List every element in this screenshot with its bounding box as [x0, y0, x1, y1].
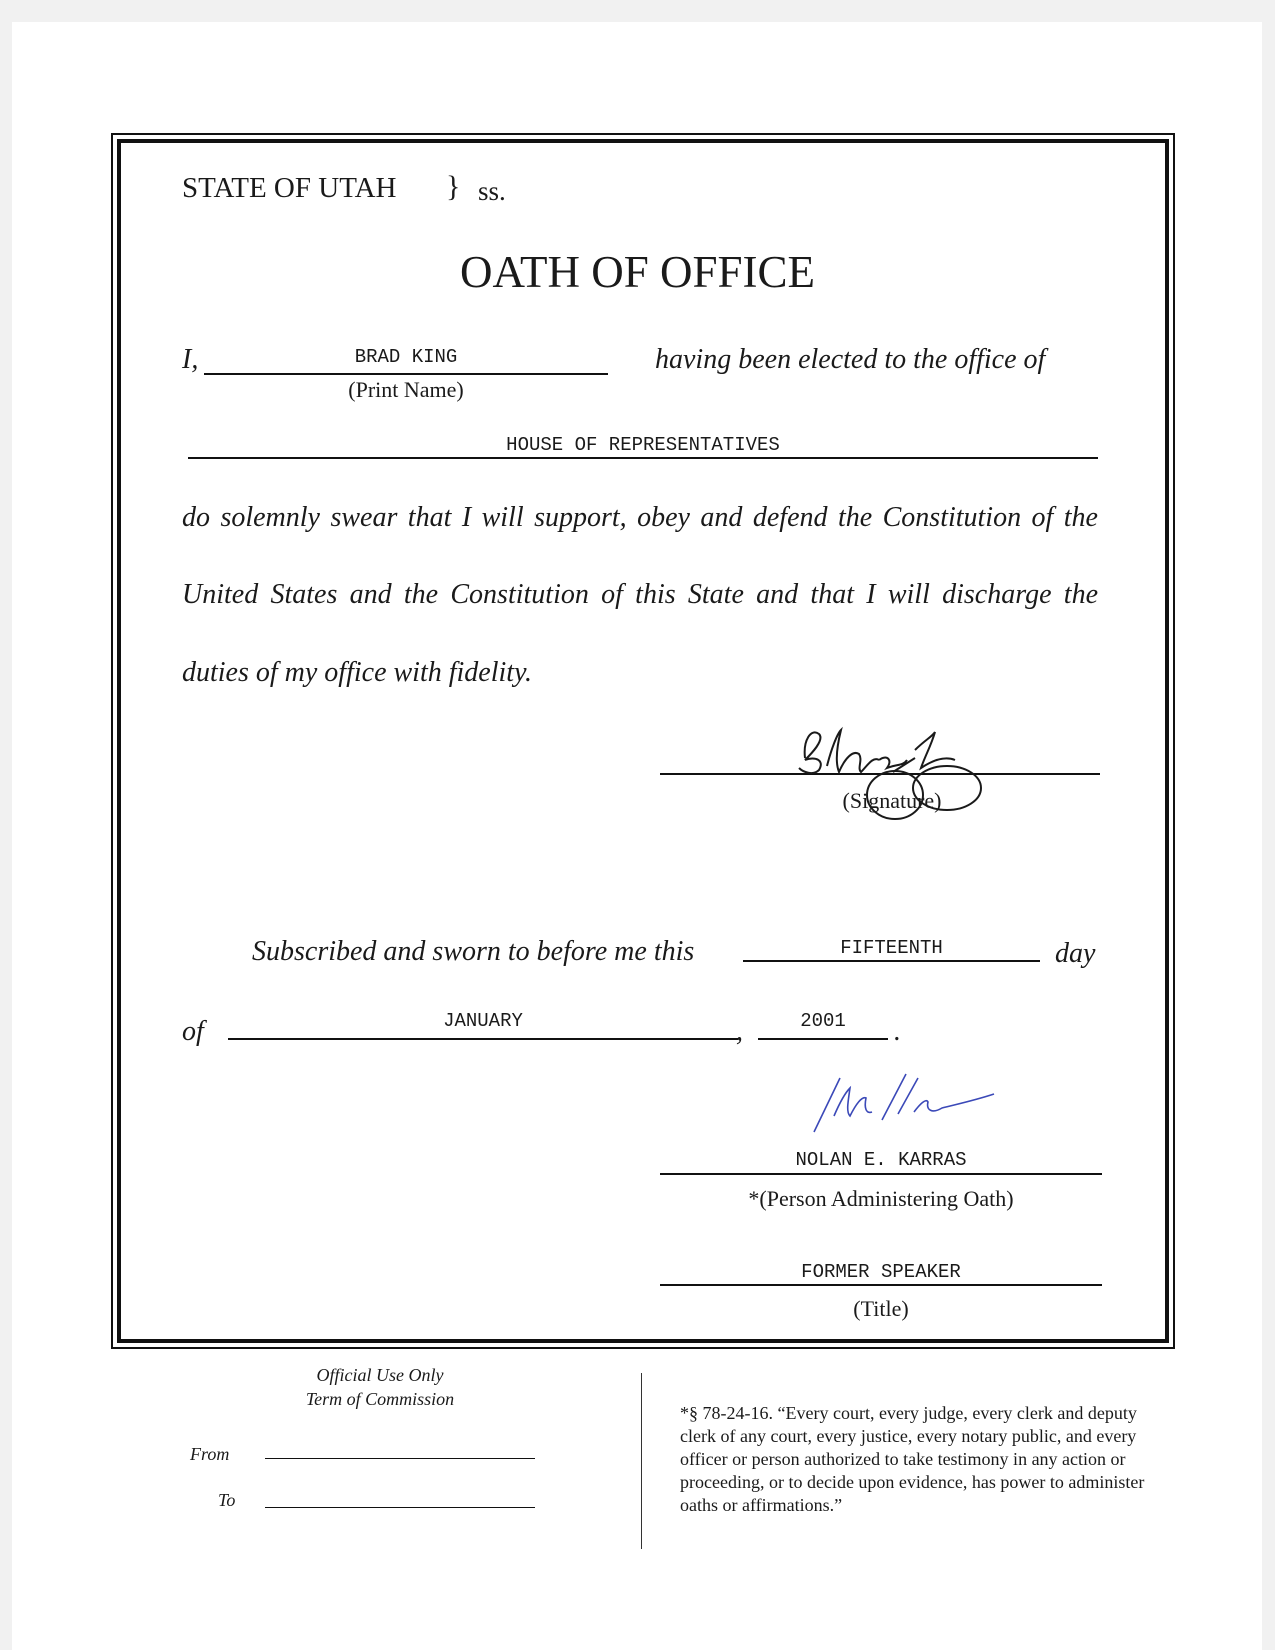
administrator-title: FORMER SPEAKER — [801, 1261, 961, 1283]
administrator-name: NOLAN E. KARRAS — [795, 1149, 967, 1171]
of-label: of — [182, 1016, 204, 1047]
official-use-label: Official Use Only — [316, 1365, 444, 1385]
year-line — [758, 1038, 888, 1040]
from-line — [265, 1458, 535, 1459]
month-value: JANUARY — [443, 1010, 523, 1032]
ss-label: ss. — [478, 176, 506, 206]
statute-note: *§ 78-24-16. “Every court, every judge, every clerk and deputy clerk of any court, every justice, every notary public, and every officer or person authorized to take testimony in any action or proceeding, or to decide upon evidence, has power to administer oaths or affirmations.” — [680, 1403, 1145, 1515]
date-period: . — [894, 1016, 901, 1047]
year-value: 2001 — [800, 1010, 846, 1032]
administrator-line — [660, 1173, 1102, 1175]
pronoun-i: I, — [182, 344, 199, 375]
print-name-caption: (Print Name) — [348, 377, 464, 402]
term-of-commission-label: Term of Commission — [305, 1389, 455, 1409]
ss-brace: } — [446, 170, 461, 203]
oath-text-line-1: do solemnly swear that I will support, obey and defend the Constitution of the — [182, 502, 1098, 533]
office-value: HOUSE OF REPRESENTATIVES — [506, 434, 780, 456]
oath-text-line-3: duties of my office with fidelity. — [182, 657, 532, 688]
day-line — [743, 960, 1040, 962]
signature-caption: (Signature) — [842, 788, 942, 813]
office-line — [188, 457, 1098, 459]
month-line — [228, 1038, 738, 1040]
title-caption: (Title) — [853, 1296, 909, 1321]
footer-divider — [641, 1373, 642, 1549]
day-label: day — [1055, 938, 1096, 969]
state-heading: STATE OF UTAH — [182, 172, 397, 204]
to-line — [265, 1507, 535, 1508]
to-label: To — [218, 1490, 236, 1510]
name-line — [204, 373, 608, 375]
administrator-caption: *(Person Administering Oath) — [748, 1186, 1014, 1211]
date-comma: , — [736, 1016, 743, 1047]
elected-text: having been elected to the office of — [655, 344, 1046, 375]
sworn-intro: Subscribed and sworn to before me this — [252, 936, 695, 967]
oath-taker-name: BRAD KING — [354, 346, 458, 368]
oath-text-line-2: United States and the Constitution of this State and that I will discharge the — [182, 579, 1098, 610]
document-title: OATH OF OFFICE — [459, 247, 816, 297]
title-line — [660, 1284, 1102, 1286]
from-label: From — [190, 1444, 230, 1464]
day-value: FIFTEENTH — [840, 937, 943, 959]
administrator-signature — [810, 1068, 1000, 1138]
